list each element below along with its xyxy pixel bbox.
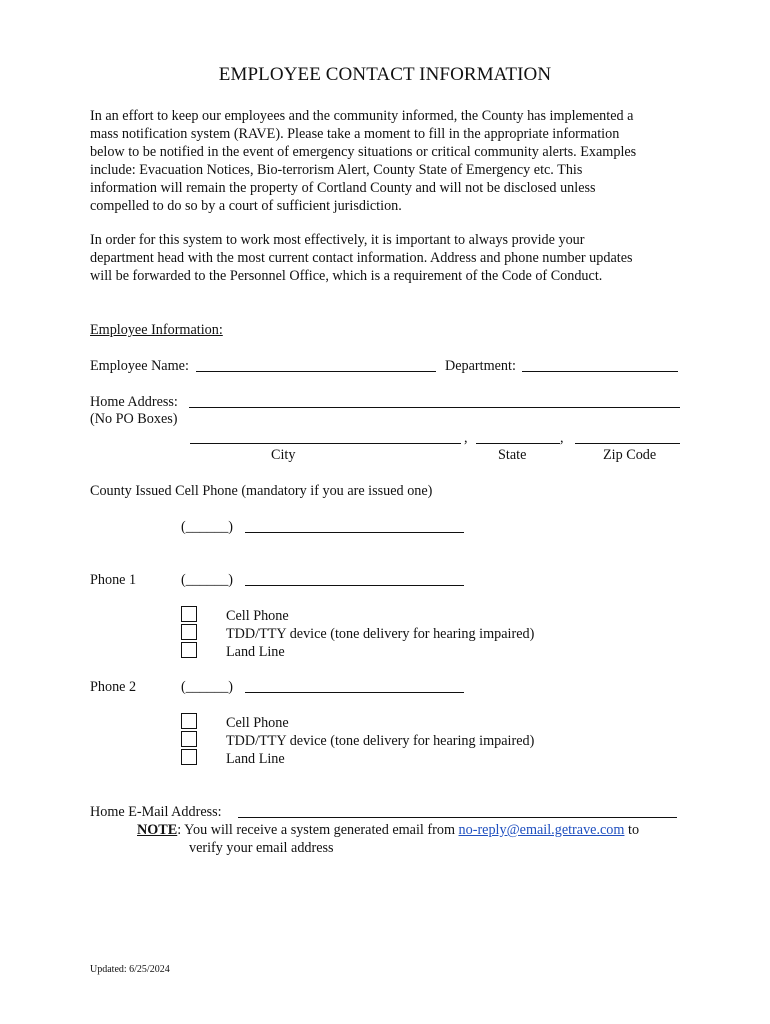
rave-email-link[interactable]: no-reply@email.getrave.com (458, 822, 625, 838)
section-heading: Employee Information: (90, 322, 223, 338)
note-line-2: verify your email address (189, 840, 334, 856)
phone1-landline-checkbox[interactable] (181, 642, 197, 658)
state-field[interactable] (476, 431, 560, 444)
phone1-number-field[interactable] (245, 573, 464, 586)
comma-separator: , (464, 430, 468, 446)
landline-option: Land Line (226, 751, 285, 767)
intro-line: below to be notified in the event of emergency situations or critical community alerts. Examples (90, 144, 637, 160)
intro-line: information will remain the property of Cortland County and will not be disclosed unless (90, 180, 596, 196)
phone1-area-code-field[interactable]: (______) (181, 572, 234, 588)
phone2-number-field[interactable] (245, 680, 464, 693)
zip-field[interactable] (575, 431, 680, 444)
cell-phone-option: Cell Phone (226, 608, 289, 624)
phone2-landline-checkbox[interactable] (181, 749, 197, 765)
comma-separator: , (560, 430, 564, 446)
page-title: EMPLOYEE CONTACT INFORMATION (218, 64, 552, 85)
phone2-cell-checkbox[interactable] (181, 713, 197, 729)
intro-paragraph (90, 107, 690, 215)
home-email-label: Home E-Mail Address: (90, 804, 222, 820)
home-email-field[interactable] (238, 805, 677, 818)
note-text: : You will receive a system generated email from (177, 822, 459, 838)
no-po-note: (No PO Boxes) (90, 411, 178, 427)
home-address-field[interactable] (189, 395, 680, 408)
intro-line: mass notification system (RAVE). Please take a moment to fill in the appropriate information (90, 126, 620, 142)
state-label: State (498, 447, 527, 463)
area-code-field[interactable]: (______) (181, 519, 234, 535)
note-text-after: to (624, 822, 640, 838)
phone2-tdd-checkbox[interactable] (181, 731, 197, 747)
tdd-option: TDD/TTY device (tone delivery for hearing impaired) (226, 733, 535, 749)
employee-name-field[interactable] (196, 359, 436, 372)
note-line (137, 821, 639, 839)
instructions-paragraph (90, 231, 690, 285)
instructions-line: department head with the most current contact information. Address and phone number updates (90, 250, 633, 266)
phone1-tdd-checkbox[interactable] (181, 624, 197, 640)
phone1-label: Phone 1 (90, 572, 137, 588)
county-cell-label: County Issued Cell Phone (mandatory if you are issued one) (90, 483, 433, 499)
city-field[interactable] (190, 431, 461, 444)
intro-line: include: Evacuation Notices, Bio-terrorism Alert, County State of Emergency etc. This (90, 162, 583, 178)
employee-name-label: Employee Name: (90, 358, 189, 374)
note-label: NOTE (137, 822, 178, 838)
zip-code-label: Zip Code (603, 447, 657, 463)
phone2-label: Phone 2 (90, 679, 137, 695)
instructions-line: will be forwarded to the Personnel Office, which is a requirement of the Code of Conduct. (90, 268, 603, 284)
landline-option: Land Line (226, 644, 285, 660)
intro-line: In an effort to keep our employees and the community informed, the County has implemented a (90, 108, 634, 124)
cell-phone-option: Cell Phone (226, 715, 289, 731)
city-label: City (271, 447, 296, 463)
department-field[interactable] (522, 359, 678, 372)
department-label: Department: (445, 358, 516, 374)
instructions-line: In order for this system to work most effectively, it is important to always provide your (90, 232, 585, 248)
home-address-label: Home Address: (90, 394, 178, 410)
county-cell-number-field[interactable] (245, 520, 464, 533)
tdd-option: TDD/TTY device (tone delivery for hearing impaired) (226, 626, 535, 642)
phone2-area-code-field[interactable]: (______) (181, 679, 234, 695)
phone1-cell-checkbox[interactable] (181, 606, 197, 622)
updated-date: Updated: 6/25/2024 (90, 964, 170, 975)
intro-line: compelled to do so by a court of sufficient jurisdiction. (90, 198, 402, 214)
